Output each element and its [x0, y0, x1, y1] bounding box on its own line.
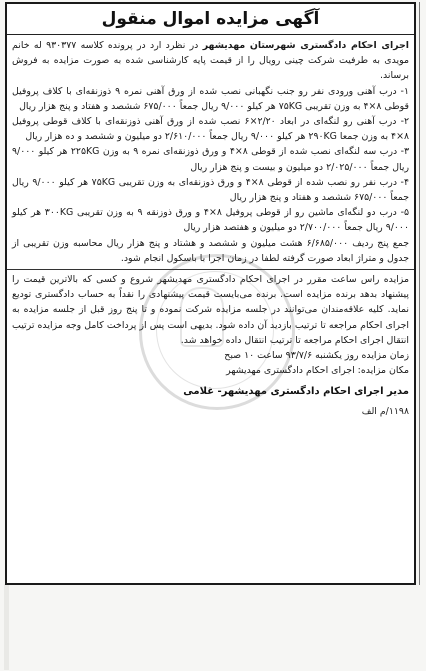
issuing-authority: اجرای احکام دادگستری شهرستان مهدیشهر	[202, 40, 409, 51]
auction-item-2: ۲- درب آهنی رو لنگه‌ای در ابعاد ۲/۲۰×۶ نصب شده از ورق آهنی ذوزنقه‌ای با کلاف قوطی پروفیل ۸×۴ به وزن جمعا ۲۹۰KG هر کیلو ۹/۰۰۰ ریال جمعاً ۲/۶۱۰/۰۰۰ دو میلیون و ششصد و ده هزار ریال	[12, 116, 409, 143]
auction-item-4: ۴- درب نفر رو نصب شده از قوطی ۸×۴ و ورق ذوزنقه‌ای به وزن تقریبی ۷۵KG هر کیلو ۹/۰۰۰ ریال جمعاً ۶۷۵/۰۰۰ ششصد و هفتاد و پنج هزار ریال	[12, 176, 409, 204]
auction-terms: مزایده راس ساعت مقرر در اجرای احکام دادگستری مهدیشهر شروع و کسی که بالاترین قیمت را پیشنهاد بدهد برنده مزایده است. برنده می‌بایست قیمت پیشنهادی را نقداً به حساب دادگستری تودیع نماید. کلیه علاقه‌مندان می‌توانند در جلسه مزایده شرکت نموده و تا پنج روز قبل از جلسه مزایده به اجرای احکام مراجعه تا ترتیب بازدید آن داده شود. بدیهی است پس از پرداخت کامل وجه مزایده ترتیب انتقال اجرای احکام مراجعه تا ترتیب انتقال داده خواهد شد.	[12, 274, 409, 346]
notice-header	[7, 4, 414, 35]
column-rule	[419, 2, 420, 585]
reference-number: ۱۱۹۸/م الف	[361, 406, 409, 418]
column-rule-bottom	[4, 584, 9, 670]
divider	[7, 269, 414, 270]
auction-time: زمان مزایده روز یکشنبه ۹۳/۷/۶ ساعت ۱۰ صبح	[224, 350, 409, 362]
auction-item-1: ۱- درب آهنی ورودی نفر رو جنب نگهبانی نصب شده از ورق آهنی نمره ۹ ذوزنقه‌ای با کلاف پروفیل قوطی ۸×۴ به وزن تقریبی ۷۵KG هر کیلو ۹/۰۰۰ ریال جمعاً ۶۷۵/۰۰۰ ششصد و هفتاد و پنج هزار ریال	[12, 85, 409, 112]
notice-title: آگهی مزایده اموال منقول	[101, 9, 320, 29]
signature-line: مدیر اجرای احکام دادگستری مهدیشهر- غلامی	[183, 386, 409, 398]
auction-item-3: ۳- درب سه لنگه‌ای نصب شده از قوطی ۸×۴ و ورق ذوزنقه‌ای نمره ۹ به وزن ۲۲۵KG هر کیلو ۹/۰۰۰ ریال جمعاً ۲/۰۲۵/۰۰۰ دو میلیون و بیست و پنج هزار ریال	[12, 146, 410, 173]
auction-notice	[5, 2, 416, 585]
notice-intro: اجرای احکام دادگستری شهرستان مهدیشهر در نظرد ارد در پرونده کلاسه ۹۳۰۳۷۷ له خانم مویدی به طرفیت شرکت چینی رویال را از قیمت پایه کارشناسی شده به صورت مزایده به فروش برساند.	[12, 40, 409, 82]
auction-place: مکان مزایده: اجرای احکام دادگستری مهدیشهر	[226, 365, 409, 377]
auction-item-5: ۵- درب دو لنگه‌ای ماشین رو از قوطی پروفیل ۸×۴ و ورق ذوزنقه ۹ به وزن تقریبی ۳۰۰KG هر کیلو ۹/۰۰۰ ریال جمعاً ۲/۷۰۰/۰۰۰ دو میلیون و هفتصد هزار ریال	[12, 207, 409, 234]
auction-total: جمع پنج ردیف ۶/۶۸۵/۰۰۰ هشت میلیون و ششصد و هشتاد و پنج هزار ریال محاسبه وزن تقریبی از جدول و متراژ ابعاد صورت گرفته لطفا در زمان اجرا با باسکول انجام شود.	[12, 237, 409, 264]
